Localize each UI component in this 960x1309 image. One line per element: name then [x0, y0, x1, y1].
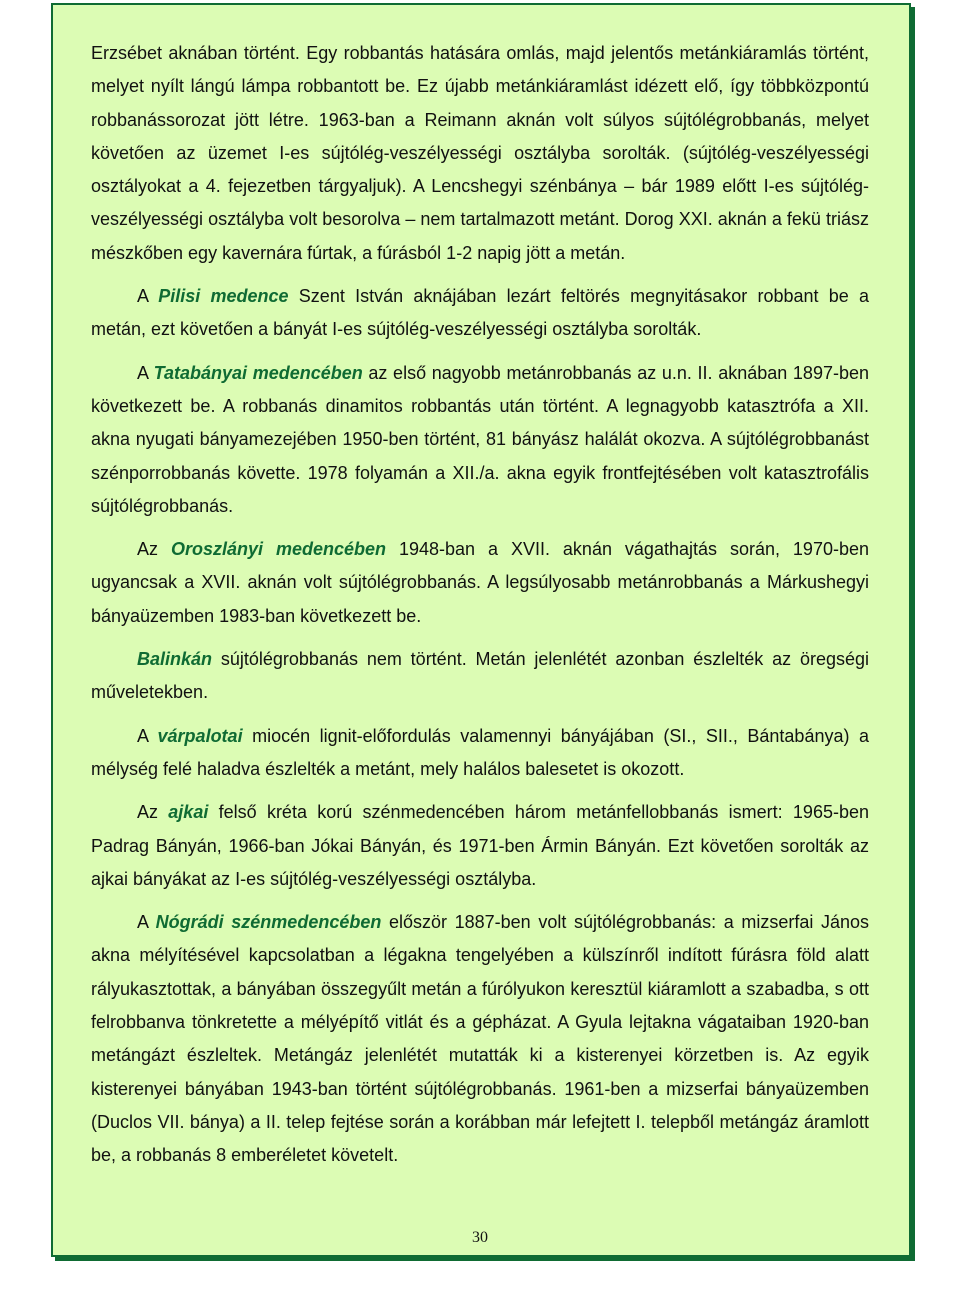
region-name: várpalotai [157, 725, 243, 746]
paragraph-text: A [137, 725, 158, 746]
region-name: Tatabányai medencében [153, 362, 363, 383]
paragraph-ajka [91, 796, 869, 896]
paragraph-nograd [91, 906, 869, 1172]
paragraph-text: először 1887-ben volt sújtólégrobbanás: a mizserfai János akna mélyítésével kapcsolatban a légakna tengelyében a külszínről indított fúrásra föld alatt rályukasztottak, a bányában összegyűlt metán a fúrólyukon keresztül kiáramlott a szabadba, s ott felrobbanva tönkretette a mélyépítő vitlát és a gépházat. A Gyula lejtakna vágataiban 1920-ban metángázt észleltek. Metángáz jelenlétét mutatták ki a kisterenyei körzetben is. Az egyik kisterenyei bányában 1943-ban történt sújtólégrobbanás. 1961-ben a mizserfai bányaüzemben (Duclos VII. bánya) a II. telep fejtése során a korábban már lefejtett I. telepből metángáz áramlott be, a robbanás 8 emberéletet követelt. [91, 912, 870, 1166]
paragraph-balinka [91, 643, 869, 710]
paragraph-text: Erzsébet aknában történt. Egy robbantás hatására omlás, majd jelentős metánkiáramlás történt, melyet nyílt lángú lámpa robbantott be. Ez újabb metánkiáramlást idézett elő, így többközpontú robbanássorozat jött létre. 1963-ban a Reimann aknán volt súlyos sújtólégrobbanás, melyet követően az üzemet I-es sújtólég-veszélyességi osztályba sorolták. (sújtólég-veszélyességi osztályokat a 4. fejezetben tárgyaljuk). A Lencshegyi szénbánya – bár 1989 előtt I-es sújtólég-veszélyességi osztályba volt besorolva – nem tartalmazott metánt. Dorog XXI. aknán a fekü triász mészkőben egy kavernára fúrtak, a fúrásból 1-2 napig jött a metán. [91, 43, 869, 263]
paragraph-text: felső kréta korú szénmedencében három metánfellobbanás ismert: 1965-ben Padrag Bányán, 1966-ban Jókai Bányán, és 1971-ben Ármin Bányán. Ezt követően sorolták az ajkai bányákat az I-es sújtólég-veszélyességi osztályba. [91, 802, 869, 889]
paragraph-text: Az [137, 802, 169, 823]
paragraph-text: 1948-ban a XVII. aknán vágathajtás során, 1970-ben ugyancsak a XVII. aknán volt sújtólégrobbanás. A legsúlyosabb metánrobbanás a Márkushegyi bányaüzemben 1983-ban következett be. [91, 539, 869, 626]
page-number: 30 [472, 1229, 488, 1246]
region-name: Pilisi medence [158, 286, 289, 307]
paragraph-tatabanya [91, 357, 869, 523]
paragraph-text: Szent István aknájában lezárt feltörés megnyitásakor robbant be a metán, ezt követően a bányát I-es sújtólég-veszélyességi osztályba sorolták. [91, 286, 870, 340]
region-name: ajkai [168, 802, 209, 823]
region-name: Oroszlányi medencében [170, 539, 386, 560]
body-text [91, 37, 869, 1183]
paragraph-text: az első nagyobb metánrobbanás az u.n. II. aknában 1897-ben következett be. A robbanás dinamitos robbantás után történt. A legnagyobb katasztrófa a XII. akna nyugati bányamezejében 1950-ben történt, 81 bányász halálát okozva. A sújtólégrobbanást szénporrobbanás követte. 1978 folyamán a XII./a. akna egyik frontfejtésében volt katasztrofális sújtólégrobbanás. [91, 362, 869, 516]
paragraph-oroszlany [91, 533, 869, 633]
region-name: Balinkán [137, 649, 213, 670]
paragraph-text: miocén lignit-előfordulás valamennyi bányájában (SI., SII., Bántabánya) a mélység felé haladva észlelték a metánt, mely halálos balesetet is okozott. [91, 725, 869, 779]
region-name: Nógrádi szénmedencében [155, 912, 382, 933]
paragraph-text: sújtólégrobbanás nem történt. Metán jelenlétét azonban észlelték az öregségi műveletekben. [91, 649, 869, 703]
paragraph-text: A [137, 286, 159, 307]
paragraph-text: A [137, 362, 154, 383]
paragraph-text: A [137, 912, 156, 933]
paragraph-text: Az [137, 539, 171, 560]
paragraph-1 [91, 37, 869, 270]
paragraph-varpalota [91, 720, 869, 787]
paragraph-pilisi [91, 280, 869, 347]
